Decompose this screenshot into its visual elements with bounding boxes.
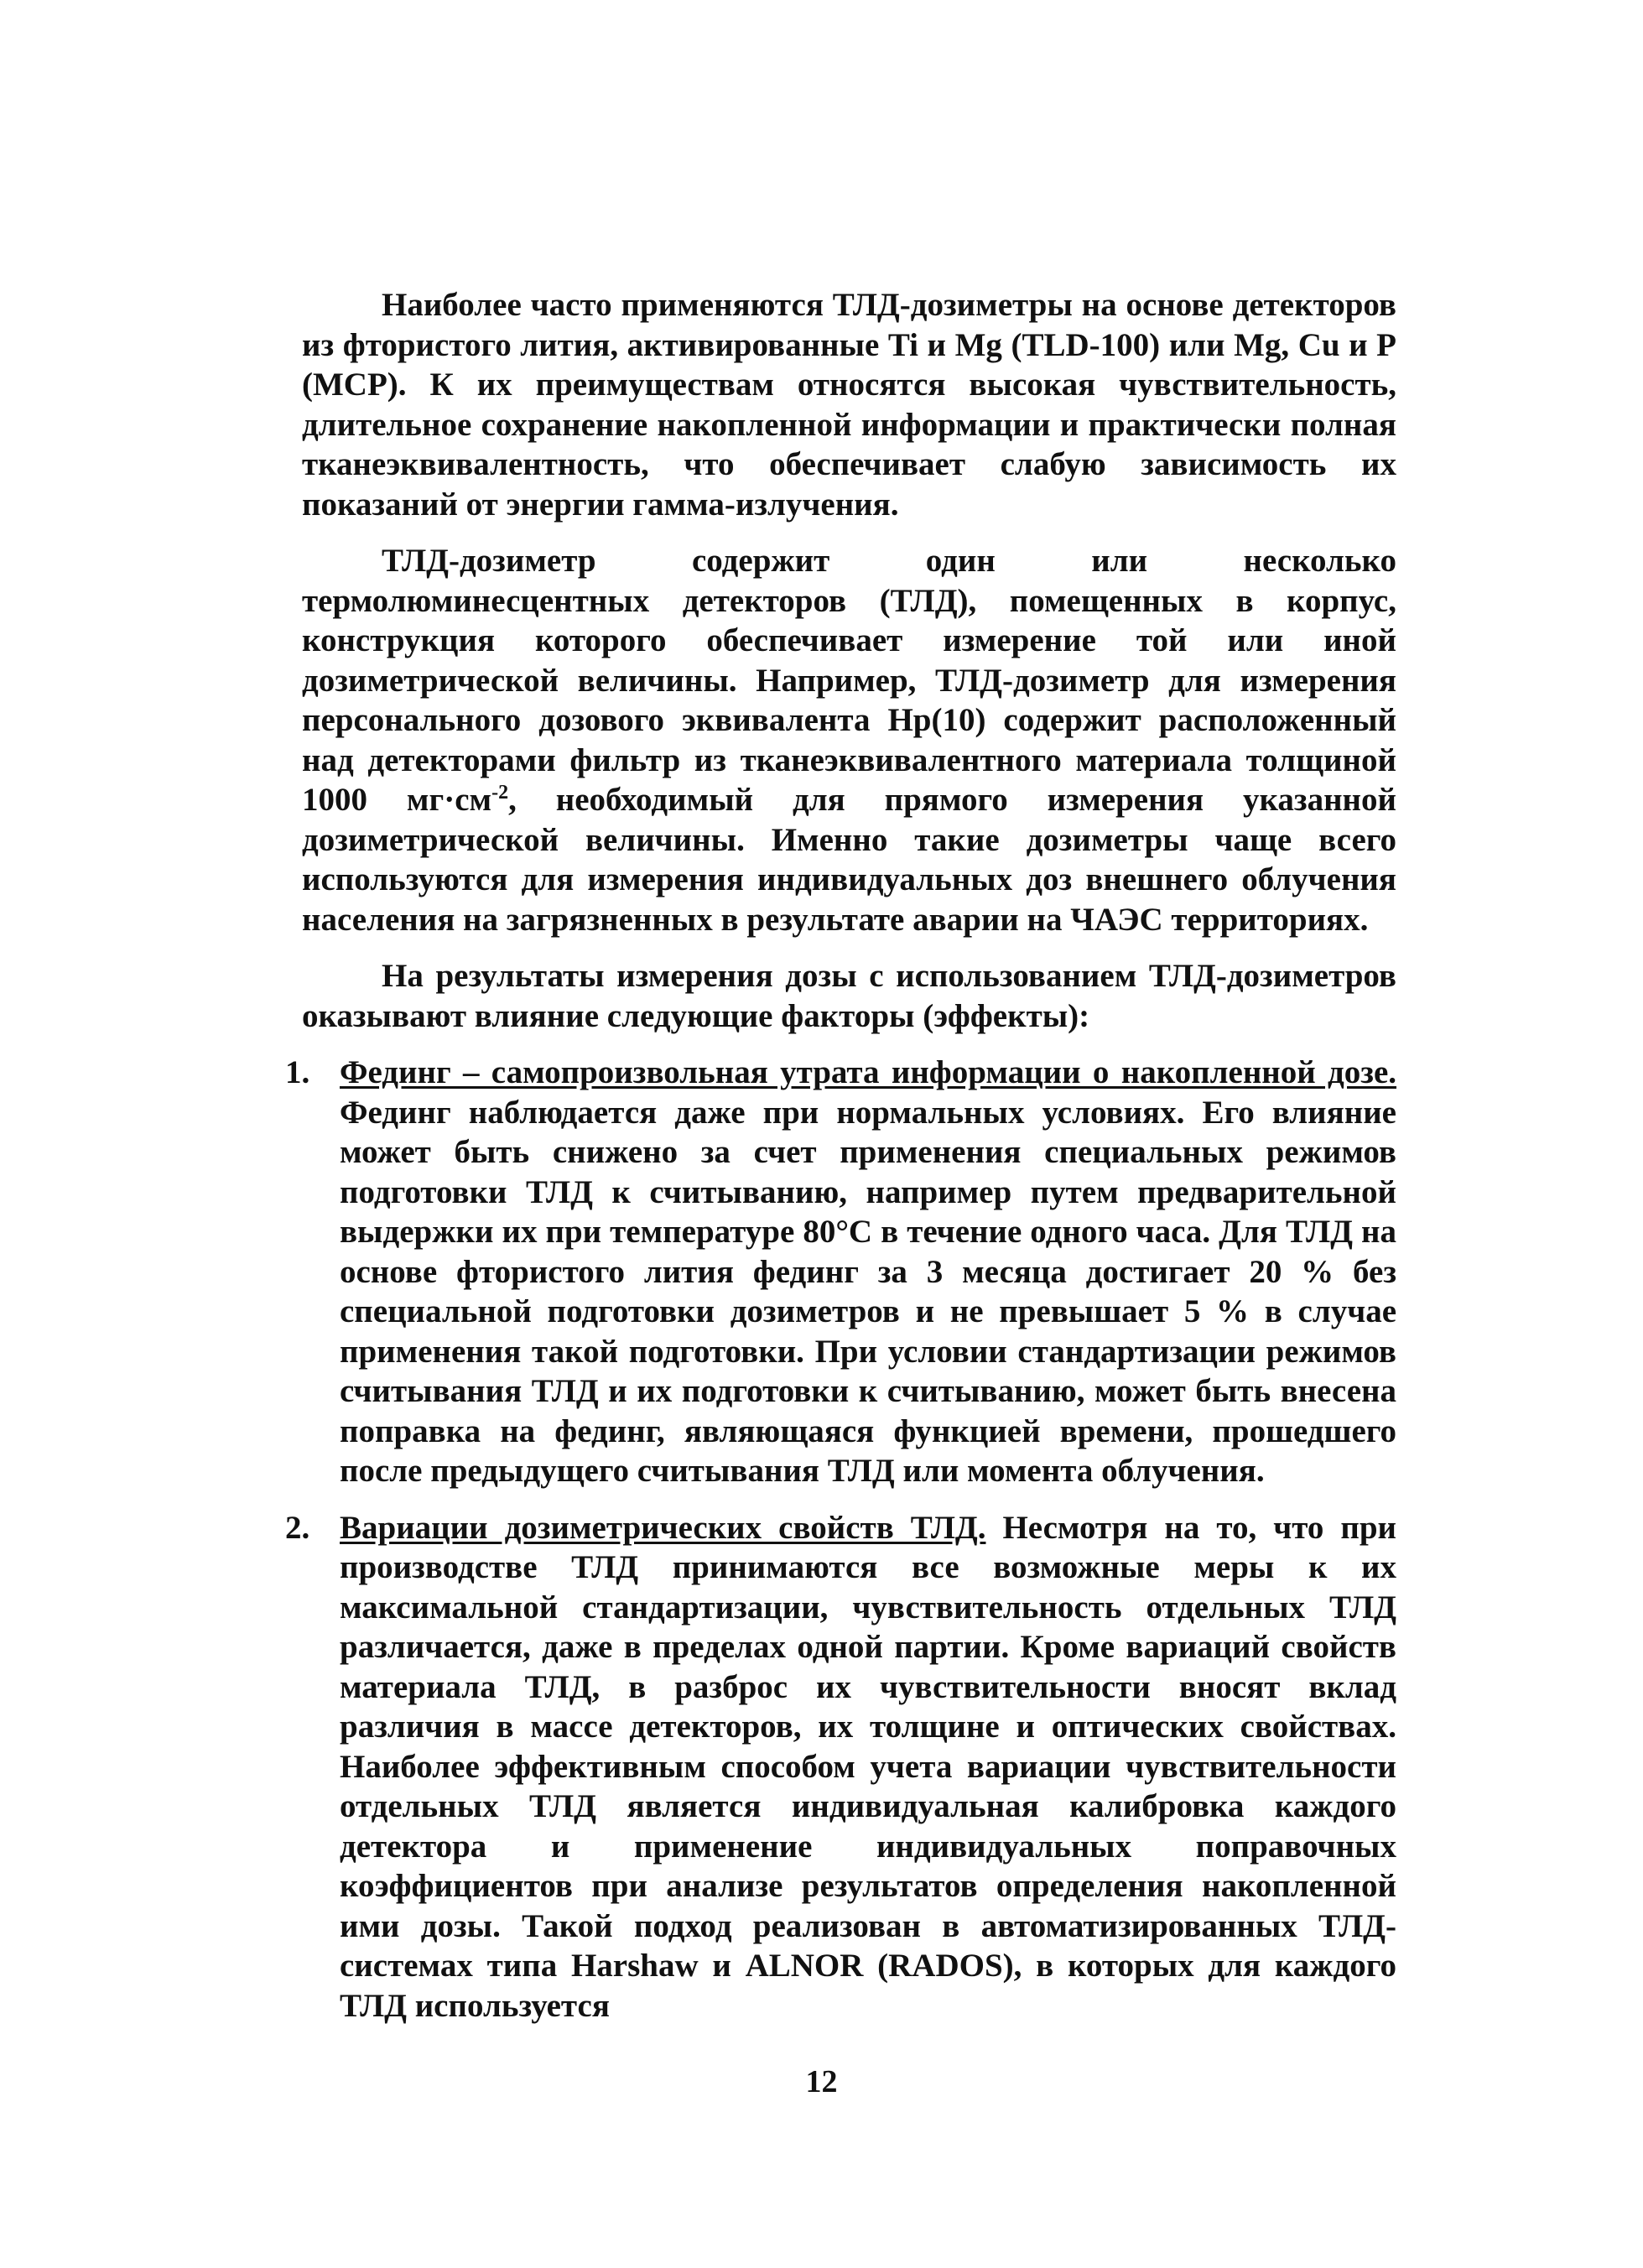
factors-list <box>285 1053 1396 2026</box>
paragraph-tld-dosimeter <box>302 541 1396 939</box>
paragraph-tld-dosimeter-continued: , необходимый для прямого измерения указанной дозиметрической величины. Именно такие дозиметры чаще всего используются для измерения индивидуальных доз внешнего облучения населения на загрязненных в результате аварии на ЧАЭС территориях. <box>302 782 1396 938</box>
list-item-fading <box>285 1053 1396 1491</box>
list-item-variations <box>285 1508 1396 2026</box>
list-item-number: 1. <box>285 1054 310 1090</box>
paragraph-tld-dosimeter-text: ТЛД-дозиметр содержит один или несколько термолюминесцентных детекторов (ТЛД), помещенных в корпус, конструкция которого обеспечивает измерение той или иной дозиметрической величины. Например, ТЛД-дозиметр для измерения персонального дозового эквивалента Hp(10) содержит расположенный над детекторами фильтр из тканеэквивалентного материала толщиной 1000 мг·см <box>302 543 1396 818</box>
page-number: 12 <box>805 2064 838 2099</box>
list-item-heading: Вариации дозиметрических свойств ТЛД. <box>340 1509 986 1546</box>
paragraph-factors-intro: На результаты измерения дозы с использованием ТЛД-дозиметров оказывают влияние следующие факторы (эффекты): <box>302 958 1396 1034</box>
list-item-number: 2. <box>285 1509 310 1546</box>
paragraph-tld-materials: Наиболее часто применяются ТЛД-дозиметры на основе детекторов из фтористого лития, активированные Ti и Mg (TLD-100) или Mg, Cu и P (MCP). К их преимуществам относятся высокая чувствительность, длительное сохранение накопленной информации и практически полная тканеэквивалентность, что обеспечивает слабую зависимость их показаний от энергии гамма-излучения. <box>302 287 1396 523</box>
list-item-heading: Фединг – самопроизвольная утрата информации о накопленной дозе. <box>340 1054 1396 1090</box>
list-item-body: Несмотря на то, что при производстве ТЛД принимаются все возможные меры к их максимальной стандартизации, чувствительность отдельных ТЛД различается, даже в пределах одной партии. Кроме вариаций свойств материала ТЛД, в разброс их чувствительности вносят вклад различия в массе детекторов, их толщине и оптических свойствах. Наиболее эффективным способом учета вариации чувствительности отдельных ТЛД является индивидуальная калибровка каждого детектора и применение индивидуальных поправочных коэффициентов при анализе результатов определения накопленной ими дозы. Такой подход реализован в автоматизированных ТЛД-системах типа Harshaw и ALNOR (RADOS), в которых для каждого ТЛД используется <box>340 1509 1396 2024</box>
list-item-body: Фединг наблюдается даже при нормальных условиях. Его влияние может быть снижено за счет применения специальных режимов подготовки ТЛД к считыванию, например путем предварительной выдержки их при температуре 80°С в течение одного часа. Для ТЛД на основе фтористого лития фединг за 3 месяца достигает 20 % без специальной подготовки дозиметров и не превышает 5 % в случае применения такой подготовки. При условии стандартизации режимов считывания ТЛД и их подготовки к считыванию, может быть внесена поправка на фединг, являющаяся функцией времени, прошедшего после предыдущего считывания ТЛД или момента облучения. <box>340 1094 1396 1489</box>
body-text <box>285 285 1396 2042</box>
unit-exponent: -2 <box>491 782 509 804</box>
